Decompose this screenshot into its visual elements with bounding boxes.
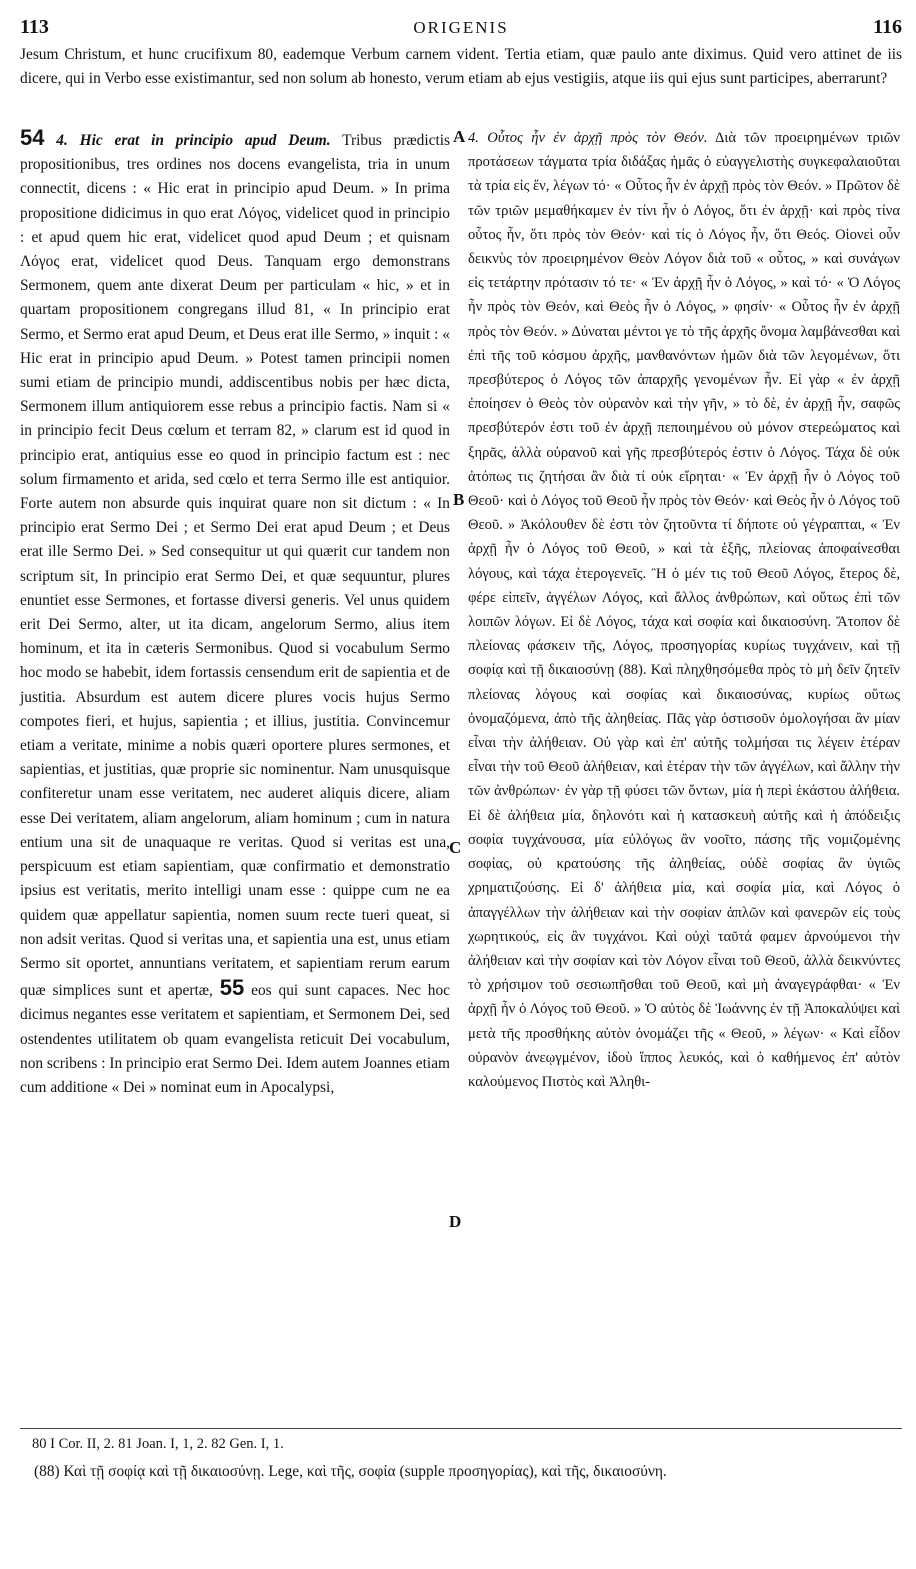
greek-body	[468, 126, 900, 1094]
section-number-55: 55	[219, 975, 245, 1001]
footnote-rule	[20, 1428, 902, 1429]
page-header	[20, 16, 902, 40]
latin-paragraph-2: eos qui sunt capaces. Nec hoc dicimus negantes esse veritatem et sapientiam, et Sermonem Dei, sed ostendentes utilitatem ob quam evangelista reticuit Dei vocabulum, non scribens : In principio erat Sermo Dei. Idem autem Joannes etiam cum additione « Dei » nominat eum in Apocalypsi,	[20, 982, 450, 1096]
running-title: ORIGENIS	[413, 18, 509, 37]
margin-letter-a: A	[453, 127, 466, 146]
latin-column	[20, 126, 450, 1100]
section-number-54: 54	[20, 125, 45, 150]
margin-letter-b: B	[453, 490, 465, 509]
margin-letter-c: C	[449, 838, 462, 857]
intro-paragraph: Jesum Christum, et hunc crucifixum 80, eademque Verbum carnem vident. Tertia etiam, quæ paulo ante diximus. Quid vero attinet de iis dicere, qui in Verbo esse existimantur, sed non solum ab honesto, verum etiam ab ejus vestigiis, atque iis qui ejus sunt participes, aberrarunt?	[20, 46, 902, 87]
greek-heading: 4. Οὗτος ἦν ἐν ἀρχῇ πρὸς τὸν Θεόν.	[468, 130, 708, 146]
latin-body	[20, 126, 450, 1100]
margin-letter-d: D	[449, 1212, 462, 1231]
greek-paragraph-1: Διὰ τῶν προειρημένων τριῶν προτάσεων τάγματα τρία διδάξας ἡμᾶς ὁ εὐαγγελιστὴς συγκεφαλαιοῦται τὰ τρία εἰς ἕν, λέγων τό· « Οὗτος ἦν ἐν ἀρχῇ πρὸς τὸν Θεόν. » Πρῶτον δὲ τῶν τριῶν μεμαθήκαμεν ἐν τίνι ἦν ὁ Λόγος, ὅτι ἐν ἀρχῇ· καὶ πρὸς τίνα οὗτος ἦν, ὅτι πρὸς τὸν Θεόν· καὶ τίς ὁ Λόγος ἦν, ὅτι Θεός. Οἱονεὶ οὖν δεικνὺς τὸν προειρημένον Θεὸν Λόγον διὰ τοῦ « οὗτος, » καὶ συνάγων εἰς τετάρτην πρότασιν τό τε· « Ἐν ἀρχῇ ἦν ὁ Λόγος, » καὶ τό· « Ὁ Λόγος ἦν πρὸς τὸν Θεόν, καὶ Θεὸς ἦν ὁ Λόγος, » φησίν· « Οὗτος ἦν ἐν ἀρχῇ πρὸς τὸν Θεόν. » Δύναται μέντοι γε τὸ τῆς ἀρχῆς ὄνομα λαμβάνεσθαι καὶ ἐπὶ τῆς τοῦ κόσμου ἀρχῆς, μανθανόντων ἡμῶν διὰ τῶν λεγομένων, ὅτι πρεσβύτερος ὁ Λόγος τῶν ἀπαρχῆς γενομένων ἦν. Εἰ γὰρ « ἐν ἀρχῇ ἐποίησεν ὁ Θεὸς τὸν οὐρανὸν καὶ τὴν γῆν, » τὸ δὲ, ἐν ἀρχῇ ἦν, σαφῶς πρεσβύτερόν ἐστι τοῦ ἐν ἀρχῇ πεποιημένου οὐ μόνον στερεώματος καὶ ξηρᾶς, ἀλλὰ οὐρανοῦ καὶ γῆς πρεσβύτερός ἐστιν ὁ Λόγος. Τάχα δὲ οὐκ ἀτόπως τις ζητήσαι ἂν διὰ τί οὐκ εἴρηται· « Ἐν ἀρχῇ ἦν ὁ Λόγος τοῦ Θεοῦ· καὶ ὁ Λόγος τοῦ Θεοῦ ἦν πρὸς τὸν Θεόν· καὶ Θεὸς ἦν ὁ Λόγος τοῦ Θεοῦ. » Ἀκόλουθεν δὲ ἐστι τὸν ζητοῦντα τί δήποτε οὐ γέγραπται, « Ἐν ἀρχῇ ἦν ὁ Λόγος τοῦ Θεοῦ, » καὶ τὰ ἑξῆς, πλείονας ἀποφαίνεσθαι λόγους, καὶ τάχα ἑτερογενεῖς. Ἢ ὁ μέν τις τοῦ Θεοῦ Λόγος, ἕτερος δὲ, φέρε εἰπεῖν, ἀγγέλων Λόγος, καὶ ἄλλος ἀνθρώπων, καὶ οὕτως ἐπὶ τῶν λοιπῶν λόγων. Εἰ δὲ Λόγος, τάχα καὶ σοφία καὶ δικαιοσύνη. Ἄτοπον δὲ πλείονας φάσκειν τῆς, Λόγος, προσηγορίας κυρίως τυγχάνειν, καὶ τῇ σοφίᾳ καὶ τῇ δικαιοσύνῃ (88). Καὶ πληχθησόμεθα πρὸς τὸ μὴ δεῖν ζητεῖν πλείονας λόγους καὶ σοφίας καὶ δικαιοσύνας, κυρίως οὕτως ὀνομαζόμενα, ἀπὸ τῆς ἀληθείας. Πᾶς γὰρ ὁστισοῦν ὁμολογήσαι ἂν μίαν εἶναι τὴν ἀλήθειαν. Οὐ γὰρ καὶ ἐπ' αὐτῆς τολμήσαι τις λέγειν ἑτέραν εἶναι τὴν τοῦ Θεοῦ ἀλήθειαν, καὶ ἑτέραν τὴν τῶν ἀγγέλων, καὶ ἄλλην τὴν τῶν ἀνθρώπων· ἐν γὰρ τῇ φύσει τῶν ὄντων, μία ἡ περὶ ἑκάστου ἀλήθεια. Εἰ δὲ ἀλήθεια μία, δηλονότι καὶ ἡ κατασκευὴ αὐτῆς καὶ ἡ ἀπόδειξις σοφία τυγχάνουσα, μία εὐλόγως ἂν νοοῖτο, πάσης τῆς νομιζομένης σοφίας, οὐ κρατούσης τῆς ἀληθείας, οὐδὲ σοφίας ἂν ὑγιῶς χρηματιζούσης. Εἰ δ' ἀλήθεια μία, καὶ σοφία μία, καὶ Λόγος ὁ ἀπαγγέλλων τὴν ἀλήθειαν καὶ τὴν σοφίαν ἁπλῶν καὶ φανερῶν εἰς τοὺς χωρητικούς, εἰς ἂν τυγχάνοι. Καὶ οὐχὶ ταῦτά φαμεν ἀρνούμενοι τὴν ἀλήθειαν καὶ τὴν σοφίαν καὶ τὸν Λόγον εἶναι τοῦ Θεοῦ, ἀλλὰ δεικνύντες τὸ χρήσιμον τοῦ σεσιωπῆσθαι τοῦ Θεοῦ, καὶ μὴ ἀναγεγράφθαι· « Ἐν ἀρχῇ ἦν ὁ Λόγος τοῦ Θεοῦ. » Ὁ αὐτὸς δὲ Ἰωάννης ἐν τῇ Ἀποκαλύψει καὶ μετὰ τῆς προσθήκης αὐτὸν ὀνομάζει τῆς « Θεοῦ, » λέγων· « Καὶ εἶδον οὐρανὸν ἀνεῳγμένον, ἰδοὺ ἵππος λευκός, καὶ ὁ καθήμενος ἐπ' αὐτὸν καλούμενος Πιστὸς καὶ Ἀληθι-	[468, 130, 900, 1090]
page-number-left: 113	[20, 16, 49, 38]
scripture-references: 80 I Cor. II, 2. 81 Joan. I, 1, 2. 82 Gen. I, 1.	[32, 1436, 284, 1452]
footnote-88: (88) Καὶ τῇ σοφίᾳ καὶ τῇ δικαιοσύνῃ. Lege, καὶ τῆς, σοφία (supple προσηγορίας), καὶ τῆς, δικαιοσύνη.	[34, 1463, 667, 1480]
greek-column	[468, 126, 900, 1094]
page-number-right: 116	[873, 16, 902, 38]
latin-paragraph-1: Tribus prædictis propositionibus, tres ordines nos docens evangelista, tria in unum connectit, dicens : « Hic erat in principio apud Deum. » In prima propositione didicimus in quo erat Λόγος, videlicet quod in principio : et apud quem hic erat, videlicet quod apud Deum ; et quisnam Λόγος erat, videlicet quod Deus. Tanquam ergo demonstrans Sermonem, quem ante dixerat Deum per particulam « hic, » et in quartam propositionem congregans illud 81, « In principio erat Sermo, et Sermo erat apud Deum, et Deus erat ille Sermo, » inquit : « Hic erat in principio apud Deum. » Potest tamen principii nomen sumi etiam de principio mundi, addiscentibus nobis per hæc dicta, Sermonem illum antiquiorem esse rebus a principio factis. Nam si « in principio fecit Deus cœlum et terram 82, » clarum est id quod in principio erat, antiquius esse eo quod in principio factum est : nec solum firmamento et arida, sed cœlo et terra Sermo ille est antiquior. Forte autem non absurde quis inquirat quare non sit dictum : « In principio erat Sermo Dei ; et Sermo Dei erat apud Deum ; et Deus erat ille Sermo Dei. » Sed consequitur ut qui quærit cur tandem non scriptum sit, In principio erat Sermo Dei, et quæ sequuntur, plures enuntiet esse Sermones, et fortasse diversi generis. Vel unus quidem erit Dei Sermo, alter, ut ita dicam, angelorum Sermo, alius item hominum, et ita in cæteris Sermonibus. Quod si vocabulum Sermo hoc modo se habebit, idem fortassis censendum erit de sapientia et de justitia. Absurdum est autem dicere plures vocis hujus Sermo compotes fieri, et hujus, sapientia ; et illius, justitia. Convincemur etiam a veritate, minime a nobis quæri oportere plures sermones, et sapientias, et justitias, quæ proprie sic nominentur. Nam unusquisque confiteretur unam esse veritatem, nec auderet aliquis dicere, aliam esse Dei veritatem, aliam angelorum, aliam hominum ; cum in natura entium una sit de unaquaque re veritas. Quod si veritas est una, perspicuum est etiam sapientiam, quæ confirmatio et demonstratio ipsius est veritatis, merito intelligi unam esse : quippe cum ne ea quidem quæ appellatur sapientia, nomen suum recte tueri queat, si non adsit veritas. Quod si veritas una, et sapientia una est, unus etiam Sermo sit oportet, annuntians veritatem, et sapientiam rerum earum quæ simplices sunt et apertæ,	[20, 132, 450, 1000]
latin-heading: 4. Hic erat in principio apud Deum.	[56, 132, 331, 149]
